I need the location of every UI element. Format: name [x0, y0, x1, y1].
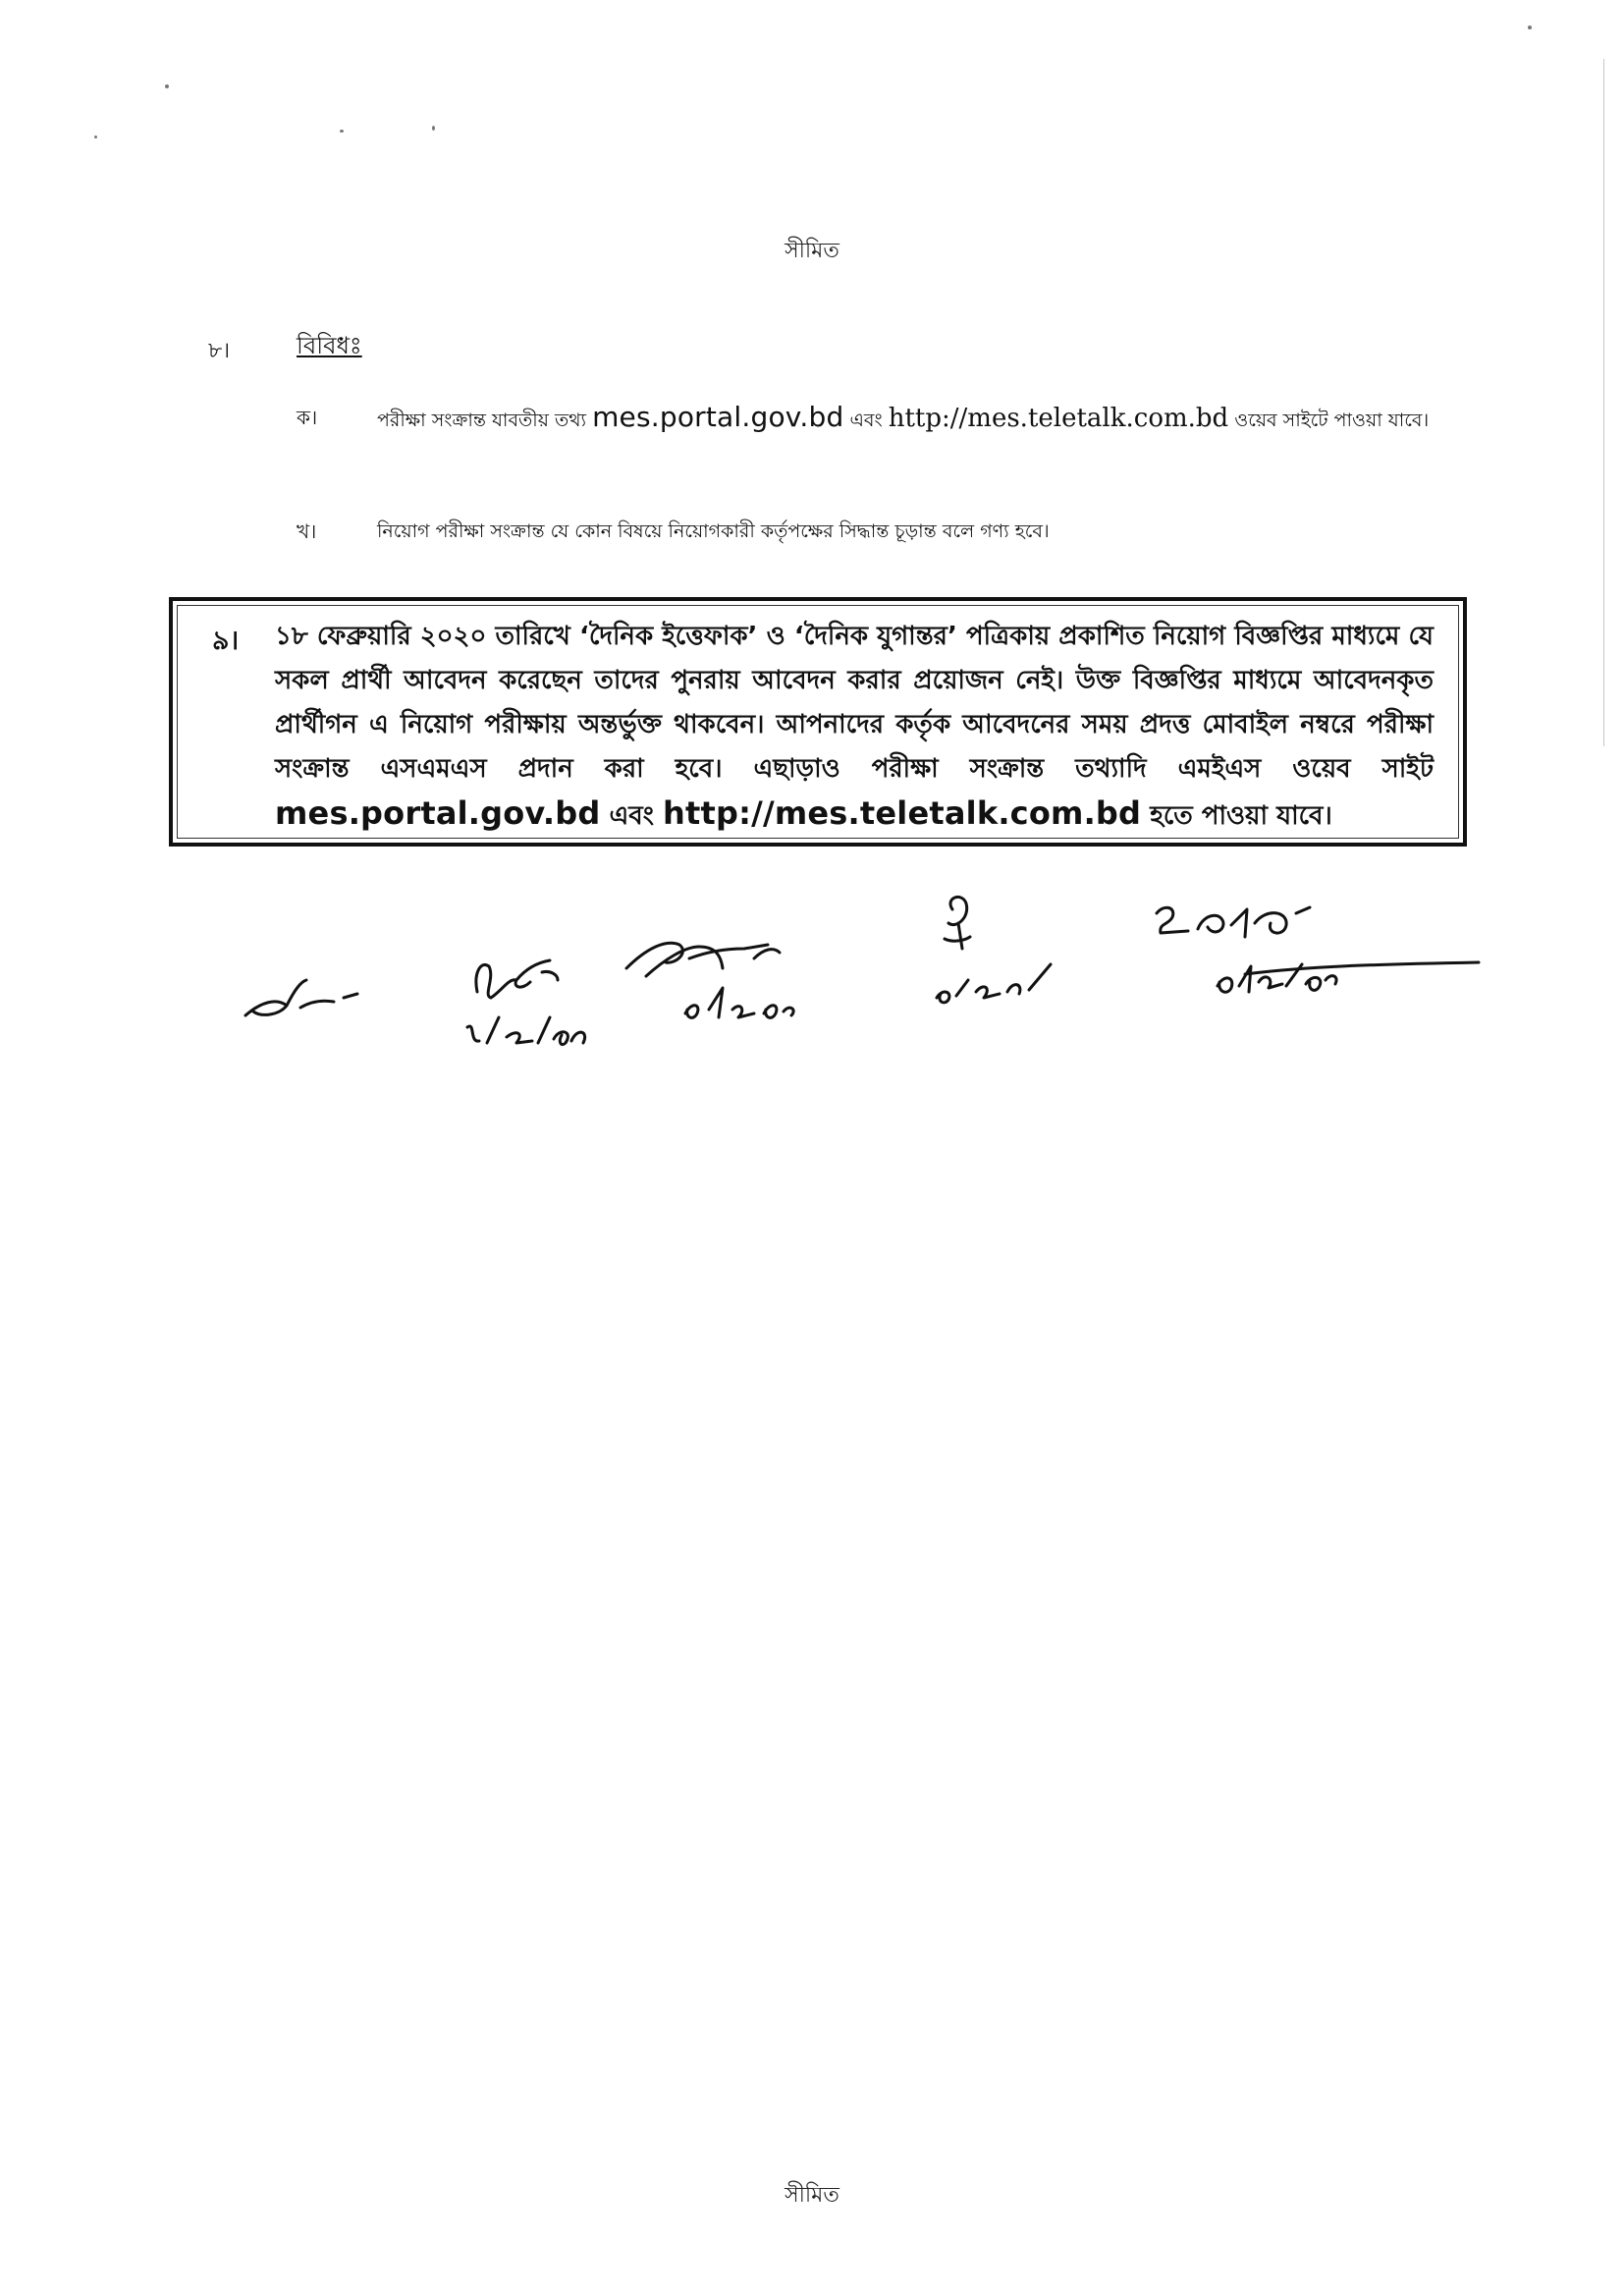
- notice-text-part: হতে পাওয়া যাবে।: [1141, 801, 1332, 831]
- website-url: http://mes.teletalk.com.bd: [888, 404, 1229, 433]
- signature: [1129, 884, 1492, 1031]
- scan-speck: [340, 130, 344, 133]
- notice-text: [275, 615, 1434, 839]
- notice-text-part: এবং: [600, 801, 663, 831]
- notice-text-part: ১৮ ফেব্রুয়ারি ২০২০ তারিখে ‘দৈনিক ইত্তেফাক’ ও ‘দৈনিক যুগান্তর’ পত্রিকায় প্রকাশিত নিয়োগ বিজ্ঞপ্তির মাধ্যমে যে সকল প্রার্থী আবেদন করেছেন তাদের পুনরায় আবেদন করার প্রয়োজন নেই। উক্ত বিজ্ঞপ্তির মাধ্যমে আবেদনকৃত প্রার্থীগন এ নিয়োগ পরীক্ষায় অন্তর্ভুক্ত থাকবেন। আপনাদের কর্তৃক আবেদনের সময় প্রদত্ত মোবাইল নম্বরে পরীক্ষা সংক্রান্ত এসএমএস প্রদান করা হবে। এছাড়াও পরীক্ষা সংক্রান্ত তথ্যাদি এমইএস ওয়েব সাইট: [275, 622, 1434, 784]
- item-label: ক।: [297, 406, 318, 429]
- website-url: http://mes.teletalk.com.bd: [663, 794, 1142, 832]
- item-text: নিয়োগ পরীক্ষা সংক্রান্ত যে কোন বিষয়ে নিয়োগকারী কর্তৃপক্ষের সিদ্ধান্ত চূড়ান্ত বলে গণ্য হবে।: [377, 520, 1050, 542]
- signature: [923, 890, 1060, 1027]
- scan-speck: [165, 84, 169, 88]
- notice-number: ৯।: [212, 626, 240, 656]
- item-text-part: পরীক্ষা সংক্রান্ত যাবতীয় তথ্য: [377, 410, 593, 431]
- signature: [232, 972, 369, 1031]
- item-text-part: এবং: [843, 410, 889, 431]
- scan-speck: [1528, 26, 1532, 29]
- website-url: mes.portal.gov.bd: [592, 401, 844, 433]
- section-title: বিবিধঃ: [297, 332, 362, 359]
- page-header-classification: সীমিত: [785, 239, 839, 263]
- notice-box: [169, 597, 1467, 847]
- item-label: খ।: [297, 519, 317, 543]
- item-text: [377, 401, 1469, 437]
- item-text-part: ওয়েব সাইটে পাওয়া যাবে।: [1228, 410, 1430, 431]
- section-number: ৮।: [208, 339, 231, 363]
- scan-edge-line: [1603, 59, 1604, 746]
- website-url: mes.portal.gov.bd: [275, 794, 601, 832]
- scan-speck: [432, 126, 435, 131]
- signature: [607, 919, 813, 1037]
- page-footer-classification: সীমিত: [785, 2183, 839, 2208]
- scan-speck: [94, 136, 97, 138]
- signature: [448, 933, 605, 1061]
